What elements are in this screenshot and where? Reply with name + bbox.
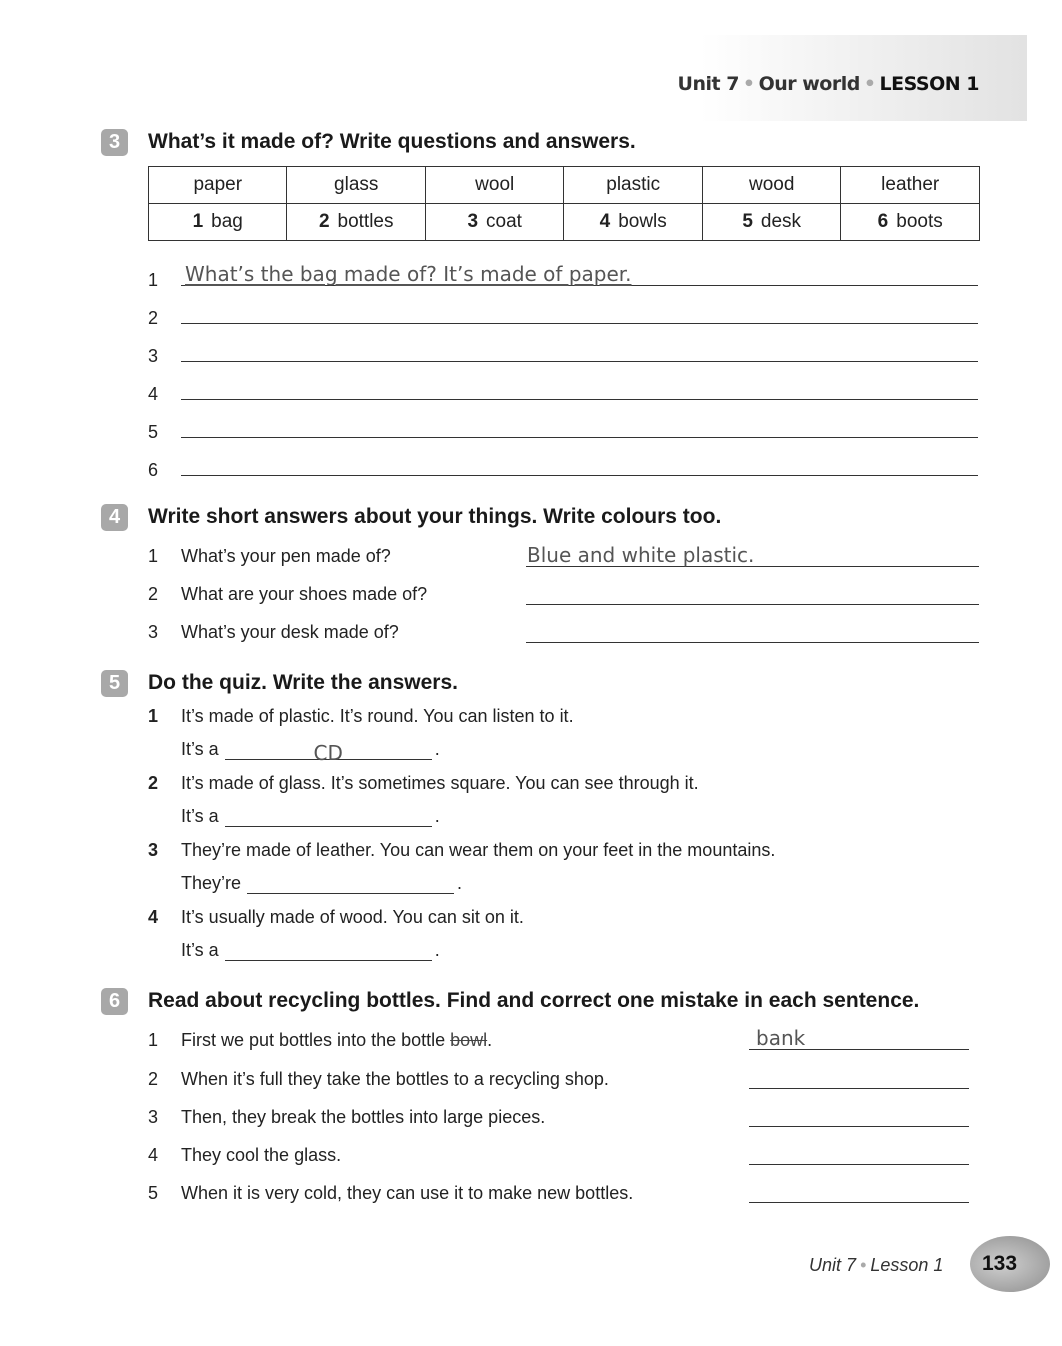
answer-blank[interactable] (225, 741, 432, 765)
answer-text: CD (313, 741, 343, 765)
quiz-clue: It’s usually made of wood. You can sit on it. (181, 907, 524, 927)
answer-line[interactable] (181, 475, 978, 476)
question-number: 1 (148, 546, 159, 566)
answer-text: Blue and white plastic. (527, 543, 755, 567)
sentence-text: When it is very cold, they can use it to make new bottles. (181, 1183, 634, 1203)
material-cell: paper (149, 167, 287, 204)
item-cell: 4 bowls (564, 204, 702, 241)
correction-line[interactable] (749, 1126, 969, 1127)
materials-row (149, 167, 980, 204)
materials-table (148, 166, 980, 241)
footer-text: Unit 7 • Lesson 1 (809, 1255, 944, 1275)
quiz-number: 1 (148, 706, 159, 726)
answer-line-number: 5 (148, 422, 159, 442)
material-cell: leather (841, 167, 980, 204)
material-cell: wool (425, 167, 563, 204)
sentence-text: When it’s full they take the bottles to a recycling shop. (181, 1069, 609, 1089)
item-cell: 6 boots (841, 204, 980, 241)
quiz-answer-row (181, 940, 440, 961)
running-header: Unit 7 • Our world • LESSON 1 (677, 73, 979, 95)
answer-line-number: 3 (148, 346, 159, 366)
answer-line[interactable] (181, 361, 978, 362)
answer-blank[interactable] (247, 875, 454, 894)
answer-line[interactable] (181, 437, 978, 438)
sentence-text: Then, they break the bottles into large pieces. (181, 1107, 546, 1127)
answer-line[interactable] (526, 604, 979, 605)
quiz-answer-row (181, 806, 440, 827)
period: . (434, 806, 440, 826)
sentence-number: 2 (148, 1069, 159, 1089)
question-text: What’s your pen made of? (181, 546, 391, 566)
quiz-answer-row (181, 739, 440, 765)
exercise-4-badge: 4 (101, 504, 128, 531)
answer-prefix: They’re (181, 873, 242, 893)
period: . (457, 873, 463, 893)
items-row (149, 204, 980, 241)
quiz-number: 4 (148, 907, 159, 927)
item-cell: 5 desk (702, 204, 840, 241)
question-text: What’s your desk made of? (181, 622, 399, 642)
correction-line[interactable] (749, 1088, 969, 1089)
question-text: What are your shoes made of? (181, 584, 428, 604)
question-number: 3 (148, 622, 159, 642)
period: . (434, 940, 440, 960)
sentence-number: 3 (148, 1107, 159, 1127)
page-number: 133 (970, 1236, 1050, 1292)
material-cell: glass (287, 167, 425, 204)
exercise-3-badge: 3 (101, 129, 128, 156)
answer-line[interactable] (526, 642, 979, 643)
example-answer: What’s the bag made of? It’s made of paper. (185, 262, 632, 286)
header-topic: Our world (758, 73, 860, 95)
material-cell: plastic (564, 167, 702, 204)
answer-line-number: 1 (148, 270, 159, 290)
exercise-4-title: Write short answers about your things. Write colours too. (148, 505, 722, 528)
exercise-3-title: What’s it made of? Write questions and answers. (148, 130, 636, 153)
answer-blank[interactable] (225, 808, 432, 827)
sentence-number: 5 (148, 1183, 159, 1203)
exercise-6-title: Read about recycling bottles. Find and correct one mistake in each sentence. (148, 989, 920, 1012)
item-cell: 2 bottles (287, 204, 425, 241)
answer-line[interactable] (181, 399, 978, 400)
quiz-answer-row (181, 873, 462, 894)
quiz-number: 2 (148, 773, 159, 793)
quiz-clue: It’s made of glass. It’s sometimes square. You can see through it. (181, 773, 699, 793)
question-number: 2 (148, 584, 159, 604)
answer-line-number: 2 (148, 308, 159, 328)
header-lesson: LESSON 1 (879, 73, 979, 95)
answer-line-number: 6 (148, 460, 159, 480)
sentence-number: 4 (148, 1145, 159, 1165)
exercise-5-badge: 5 (101, 670, 128, 697)
struck-word: bowl (450, 1030, 488, 1050)
quiz-clue: It’s made of plastic. It’s round. You can listen to it. (181, 706, 574, 726)
sentence-text: They cool the glass. (181, 1145, 342, 1165)
sentence-1: First we put bottles into the bottle bowl. (181, 1030, 493, 1050)
sentence-number: 1 (148, 1030, 159, 1050)
item-cell: 1 bag (149, 204, 287, 241)
quiz-clue: They’re made of leather. You can wear them on your feet in the mountains. (181, 840, 776, 860)
correction-line[interactable] (749, 1202, 969, 1203)
material-cell: wood (702, 167, 840, 204)
answer-prefix: It’s a (181, 806, 219, 826)
answer-blank[interactable] (225, 942, 432, 961)
exercise-6-badge: 6 (101, 988, 128, 1015)
correction-answer: bank (756, 1026, 806, 1050)
answer-prefix: It’s a (181, 739, 219, 759)
answer-prefix: It’s a (181, 940, 219, 960)
header-unit: Unit 7 (677, 73, 739, 95)
answer-line[interactable] (181, 323, 978, 324)
correction-line[interactable] (749, 1164, 969, 1165)
period: . (434, 739, 440, 759)
answer-line-number: 4 (148, 384, 159, 404)
item-cell: 3 coat (425, 204, 563, 241)
quiz-number: 3 (148, 840, 159, 860)
exercise-5-title: Do the quiz. Write the answers. (148, 671, 458, 694)
